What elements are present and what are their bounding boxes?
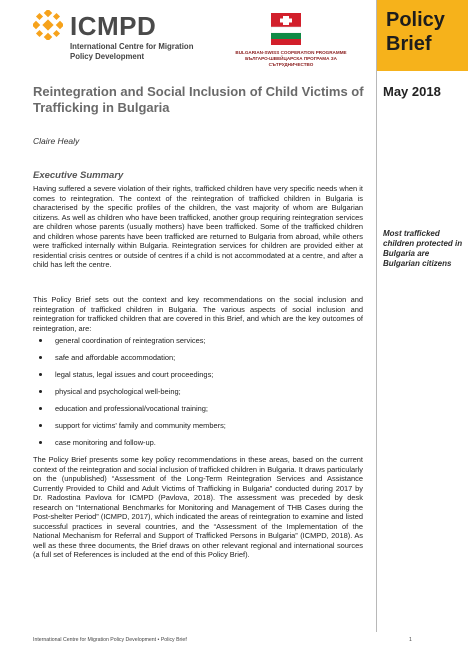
list-item: physical and psychological well-being; [33, 387, 363, 404]
publication-date: May 2018 [383, 84, 441, 99]
sidebar-divider [376, 0, 377, 632]
list-item: case monitoring and follow-up. [33, 438, 363, 455]
policy-brief-label [386, 8, 445, 56]
document-title: Reintegration and Social Inclusion of Child Victims of Trafficking in Bulgaria [33, 84, 364, 115]
paragraph-intro: Having suffered a severe violation of their rights, trafficked children have very specific needs when it comes to reintegration. The context of the reintegration of trafficked children in Bulgaria is characterised by the specific profiles of the children, the vast majority of whom are Bulgarian citizens. As well as children who have been trafficked, another group requiring reintegration services are children whose parents (usually mothers) have been trafficked. Some of the trafficked children and children whose parents have been trafficked are returned to Bulgaria from abroad, while others were trafficked internally within Bulgaria. Reintegration services for children are provided either at residential crisis centres or outside of centres if a child is not accommodated at a centre, and after a child has left the centre. [33, 184, 363, 269]
paragraph-scope: This Policy Brief sets out the context and key recommendations on the social inclusion and reintegration of trafficked children in Bulgaria. The various aspects of social inclusion and reintegration for trafficked children that are covered in this Brief, and which are the key outcomes of reintegration, are: [33, 295, 363, 333]
label-line-policy: Policy [386, 9, 445, 31]
list-item: support for victims' family and community members; [33, 421, 363, 438]
list-item: safe and affordable accommodation; [33, 353, 363, 370]
icmpd-logo-icon [33, 10, 63, 40]
logo-name: ICMPD [70, 11, 157, 41]
pull-quote: Most trafficked children protected in Bulgaria are Bulgarian citizens [383, 229, 463, 268]
list-item: education and professional/vocational training; [33, 404, 363, 421]
page-number: 1 [409, 637, 412, 643]
logo-subtitle: International Centre for Migration Policy Development [70, 42, 194, 61]
section-heading: Executive Summary [33, 170, 124, 181]
bulgarian-swiss-flag-icon [271, 13, 301, 47]
page-footer: International Centre for Migration Policy Development • Policy Brief [33, 637, 187, 643]
label-line-brief: Brief [386, 33, 432, 55]
list-item: general coordination of reintegration services; [33, 336, 363, 353]
policy-brief-label-box [376, 0, 468, 71]
list-item: legal status, legal issues and court proceedings; [33, 370, 363, 387]
author-name: Claire Healy [33, 136, 80, 146]
reintegration-outcomes-list [33, 336, 363, 455]
paragraph-sources: The Policy Brief presents some key policy recommendations in these areas, based on the current context of the reintegration and social inclusion of trafficked children in Bulgaria. It draws particularly on the (unpublished) “Assessment of the Long-Term Reintegration Services and Assistance Currently Provided to Child and Adult Victims of Trafficking in Bulgaria” conducted during 2017 by Dr. Radostina Pavlova for ICMPD (Pavlova, 2018). The assessment was preceded by desk research on “International Benchmarks for Monitoring and Management of THB Cases during the Post-shelter Period” (ICMPD, 2017), which indicated the areas of reintegration to examine and listed successful practices in several countries, and the “Assessment of the Implementation of the National Mechanism for Referral and Support of Trafficked Persons in Bulgaria” (ICMPD, 2018). As well as these three documents, the Brief draws on other relevant regional and international sources (a full set of References is included at the end of this Policy Brief). [33, 455, 363, 559]
partner-programme-text: BULGARIAN-SWISS COOPERATION PROGRAMME БЪЛГАРО-ШВЕЙЦАРСКА ПРОГРАМА ЗА СЪТРУДНИЧЕСТВО [235, 50, 347, 67]
